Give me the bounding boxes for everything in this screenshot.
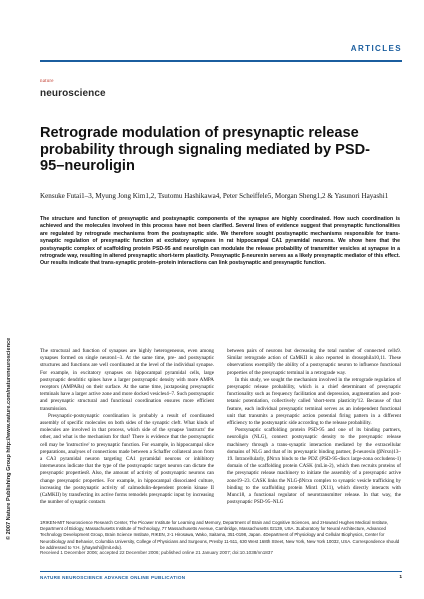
side-copyright-text: © 2007 Nature Publishing Group http://www.nature.com/natureneuroscience — [6, 337, 12, 540]
page-number: 1 — [399, 575, 402, 580]
paragraph: The structural and function of synapses are highly heterogeneous, even among synapses formed on single neuron1–3. At the same time, pre- and postsynaptic structures and functions are well coordinated at the level of the individual synapse. For example, in excitatory synapses on hippocampal pyramidal cells, large postsynaptic dendritic spines have a larger postsynaptic density with more AMPA receptors (AMPARs) on their surface. At the same time, juxtaposing presynaptic terminals have a larger active zone and more docked vesicles4–7. Such postsynaptic and presynaptic structural and functional coordination ensures more efficient transmission. — [40, 348, 214, 412]
side-copyright — [6, 110, 14, 540]
footer-journal: NATURE NEUROSCIENCE ADVANCE ONLINE PUBLICATION — [40, 575, 186, 580]
affiliations: 1RIKEN-MIT Neuroscience Research Center, The Picower Institute for Learning and Memory, Department of Brain and Cognitive Sciences, and 2Howard Hughes Medical Institute, Department of Biology, Massachusetts Institute of Technology, 77 Massachusetts Avenue, Cambridge, Massachusetts 02139, USA. 3Laboratory for Neural Architecture, Advanced Technology Development Group, Brain Science Institute, RIKEN, 2-1 Hirosawa, Wako, Saitama, 351-0198, Japan. 4Department of Physiology and Cellular Biophysics, Center for Neurobiology and Behavior, Columbia University, College of Physicians and Surgeons, Presby 11-511, 630 West 168th Street, New York, New York 10032, USA. Correspondence should be addressed to Y.H. (yhayashi@mit.edu). — [40, 520, 400, 550]
paragraph: Postsynaptic scaffolding protein PSD-95 and one of its binding partners, neuroligin (NLG), connect postsynaptic density to the presynaptic release machinery through a trans-synaptic interaction mediated by the extracellular domains of NLG and that of its presynaptic binding partner, β-neurexin (βNrxn)13–19. Intracellularly, βNrxn binds to the PDZ (PSD-95-discs large-zona occludens-1) domain of the scaffolding protein CASK (mLin-2), which then recruits proteins of the presynaptic release machinery to initiate the assembly of a presynaptic active zone19–23. CASK links the NLG-βNrxn complex to synaptic vesicle trafficking by binding to the scaffolding protein Mint1 (X11), which directly interacts with Munc18, a functional regulator of neurotransmitter release. In that way, the postsynaptic PSD-95–NLG — [227, 427, 401, 506]
body-column-left — [40, 348, 214, 506]
journal-logo-line2: neuroscience — [40, 88, 106, 99]
section-label: ARTICLES — [350, 44, 402, 53]
article-title: Retrograde modulation of presynaptic release probability through signaling mediated by PSD-95–neuroligin — [40, 125, 370, 174]
journal-logo — [40, 79, 106, 100]
received-dates: Received 1 December 2006; accepted 22 December 2006; published online 21 January 2007; doi:10.1038/nn1837 — [40, 550, 273, 555]
paragraph: between pairs of neurons but decreasing the total number of connected cells9. Similar retrograde action of CaMKII is also reported in drosophila10,11. These observations exemplify the ability of a postsynaptic neuron to influence functional properties of the presynaptic terminal in a retrograde way. — [227, 348, 401, 376]
body-column-right — [227, 348, 401, 506]
journal-logo-line1: nature — [40, 79, 54, 84]
paragraph: In this study, we sought the mechanism involved in the retrograde regulation of presynaptic release probability, which is a chief determinant of presynaptic functionality such as frequency facilitation and depression, augmentation and post-tetanic potentiation, collectively called 'short-term plasticity'12. Because of that feature, each individual presynaptic terminal serves as an independent functional unit that transmits a presynaptic action potential firing pattern in a different efficiency to the postsynaptic side according to the release probability. — [227, 376, 401, 427]
header-rule — [40, 60, 402, 62]
paragraph: Presynaptic-postsynaptic coordination is probably a result of coordinated assembly of specific molecules on both sides of the synaptic cleft. What kinds of molecules are involved in that process, which side of the synapse 'instructs' the other, and what is the mechanism for that? There is evidence that the postsynaptic cell may be 'instructive' to presynaptic function. For example, in hippocampal slice preparations, analyses of connections made between a Schaffer collateral axon from a CA3 pyramidal neuron targeting CA1 pyramidal neurons or inhibitory interneurons indicate that the type of the postsynaptic target neuron can dictate the presynaptic properties8. Also, the amount of activity of postsynaptic neurons can change presynaptic properties. For example, in hippocampal dissociated culture, increasing the postsynaptic activity of calmodulin-dependent protein kinase II (CaMKII) by transfecting its active forms remodels presynaptic input by increasing the number of synaptic contacts — [40, 412, 214, 506]
footer-rule — [40, 571, 402, 572]
author-list: Kensuke Futai1–3, Myung Jong Kim1,2, Tsutomu Hashikawa4, Peter Scheiffele5, Morgan Sheng1,2 & Yasunori Hayashi1 — [40, 192, 389, 200]
abstract: The structure and function of presynaptic and postsynaptic components of the synapse are highly coordinated. How such coordination is achieved and the molecules involved in this process have not been clarified. Several lines of evidence suggest that presynaptic functionalities are regulated by retrograde mechanisms from the postsynaptic side. We therefore sought postsynaptic mechanisms responsible for trans-synaptic regulation of presynaptic function at excitatory synapses in rat hippocampal CA1 pyramidal neurons. We show here that the postsynaptic complex of scaffolding protein PSD-95 and neuroligin can modulate the release probability of transmitter vesicles at synapse in a retrograde way, resulting in altered presynaptic short-term plasticity. Presynaptic β-neurexin serves as a likely presynaptic mediator of this effect. Our results indicate that trans-synaptic protein–protein interactions can link postsynaptic and presynaptic function. — [40, 216, 400, 267]
